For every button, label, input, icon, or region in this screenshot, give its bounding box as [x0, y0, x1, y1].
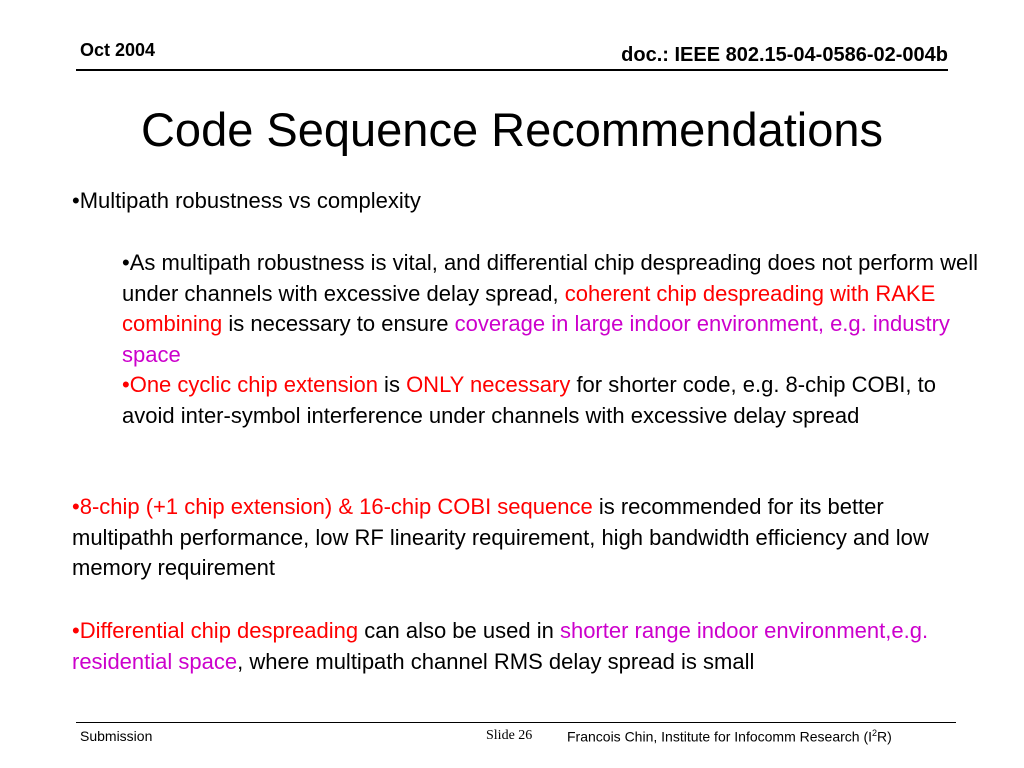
highlight-red: coherent chip despreading with RAKE combining [122, 280, 936, 336]
highlight-red: •Differential chip despreading [72, 618, 359, 643]
highlight-magenta: coverage in large indoor environment, e.g. industry space [122, 311, 950, 367]
header-divider [76, 69, 948, 71]
bullet-multipath-robustness: •Multipath robustness vs complexity [72, 188, 421, 213]
text: is recommended for its better multipathh performance, low RF linearity requirement, high bandwidth efficiency and low memory requirement [72, 494, 929, 580]
highlight-red: •8-chip (+1 chip extension) & 16-chip COBI sequence [72, 494, 593, 519]
text: is necessary to ensure [222, 311, 455, 336]
slide-title: Code Sequence Recommendations [140, 103, 884, 156]
superscript: 2 [872, 728, 878, 738]
author-text-end: R) [877, 728, 892, 745]
highlight-magenta: shorter range indoor environment,e.g. residential space [72, 618, 929, 674]
sub-bullet-coherent-despreading [122, 248, 982, 370]
text: for shorter code, e.g. 8-chip COBI, to avoid inter-symbol interference under channels with excessive delay spread [122, 372, 936, 428]
highlight-red: •One cyclic chip extension [122, 372, 378, 397]
footer-slide-number: Slide 26 [486, 728, 533, 743]
author-text: Francois Chin, Institute for Infocomm Research (I [567, 728, 872, 745]
text: can also be used in [358, 618, 560, 643]
text: , where multipath channel RMS delay spread is small [237, 648, 755, 674]
footer-author [567, 728, 892, 745]
header-document-id: doc.: IEEE 802.15-04-0586-02-004b [621, 44, 948, 66]
footer-divider [76, 722, 956, 723]
text: is [377, 372, 407, 397]
bullet-differential-despreading [72, 616, 982, 677]
bullet-cobi-sequence [72, 492, 972, 584]
sub-bullets [122, 248, 982, 431]
header-date: Oct 2004 [80, 40, 156, 60]
sub-bullet-cyclic-extension [122, 370, 982, 431]
highlight-red: ONLY necessary [406, 372, 571, 397]
text: •As multipath robustness is vital, and differential chip despreading does not perform well under channels with excessive delay spread, [122, 250, 978, 306]
footer-submission: Submission [80, 728, 153, 744]
